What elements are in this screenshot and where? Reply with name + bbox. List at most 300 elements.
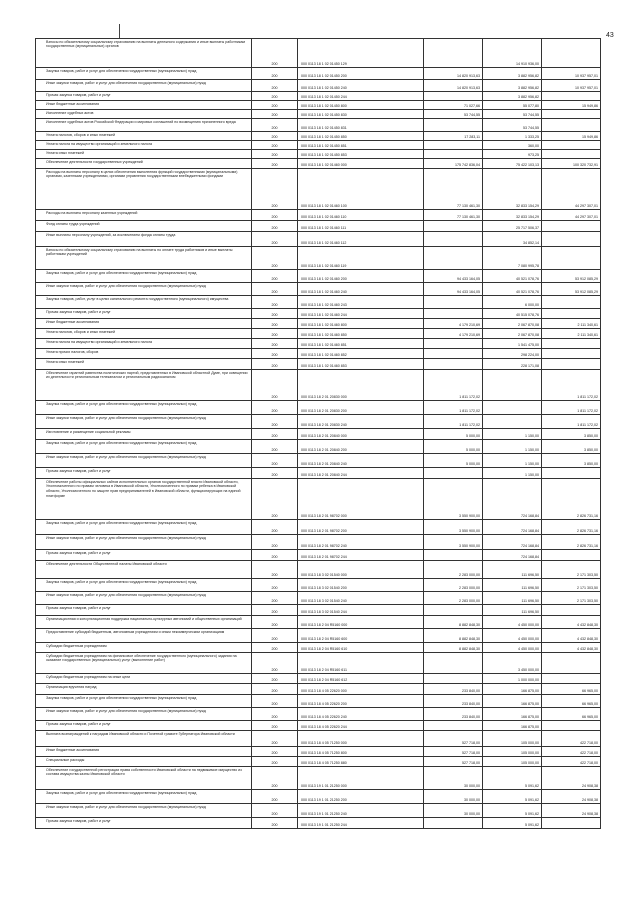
row-class: 000 0113 18 1 02 01460 000 xyxy=(298,159,424,168)
table-row xyxy=(35,338,601,348)
approved-amount: 8 882 848,30 xyxy=(424,643,483,652)
unexecuted-amount: 10 937 957,01 xyxy=(542,80,601,91)
table-row xyxy=(35,817,601,829)
table-row xyxy=(35,652,601,673)
row-class: 000 0113 18 2 01 98702 000 xyxy=(298,479,424,519)
table-row xyxy=(35,642,601,652)
row-name: Исполнение судебных актов Российской Федерации и мировых соглашений по возмещению причиненного вреда xyxy=(36,119,252,131)
executed-amount: 973,25 xyxy=(483,150,542,158)
unexecuted-amount: 4 432 848,30 xyxy=(542,616,601,628)
row-code: 200 xyxy=(252,92,298,100)
unexecuted-amount: 66 965,00 xyxy=(542,695,601,707)
row-name: Субсидии бюджетным учреждениям на иные цели xyxy=(36,674,252,683)
row-class: 000 0113 18 1 02 01460 119 xyxy=(298,247,424,269)
executed-amount: 360,00 xyxy=(483,141,542,149)
unexecuted-amount xyxy=(542,818,601,828)
row-name: Организация вручения наград xyxy=(36,684,252,694)
executed-amount: 55 077,80 xyxy=(483,101,542,109)
budget-execution-table xyxy=(35,38,601,829)
row-name: Субсидии бюджетным учреждениям на финансовое обеспечение государственного (муниципального) задания на оказание государственных (муниципальных) услуг (выполнение работ) xyxy=(36,653,252,673)
row-code: 200 xyxy=(252,550,298,560)
unexecuted-amount: 2 826 731,16 xyxy=(542,479,601,519)
table-row xyxy=(35,694,601,707)
row-code: 200 xyxy=(252,592,298,604)
row-code: 200 xyxy=(252,561,298,578)
executed-amount: 32 833 154,29 xyxy=(483,169,542,209)
executed-amount: 1 150,00 xyxy=(483,454,542,467)
row-code: 200 xyxy=(252,479,298,519)
row-code: 200 xyxy=(252,141,298,149)
table-row xyxy=(35,414,601,428)
row-name: Субсидии бюджетным учреждениям xyxy=(36,643,252,652)
unexecuted-amount xyxy=(542,653,601,673)
row-class: 000 0113 18 1 02 01460 100 xyxy=(298,169,424,209)
unexecuted-amount: 24 908,38 xyxy=(542,790,601,803)
approved-amount: 94 433 164,05 xyxy=(424,270,483,282)
unexecuted-amount: 2 111 340,61 xyxy=(542,319,601,328)
row-code: 200 xyxy=(252,653,298,673)
row-code: 200 xyxy=(252,616,298,628)
executed-amount: 53 744,55 xyxy=(483,119,542,131)
row-class: 000 0113 18 4 05 22620 240 xyxy=(298,708,424,720)
table-row xyxy=(35,328,601,338)
row-class: 000 0113 18 2 01 20830 200 xyxy=(298,401,424,414)
row-class: 000 0113 18 3 02 01540 200 xyxy=(298,579,424,591)
row-code: 200 xyxy=(252,159,298,168)
approved-amount xyxy=(424,339,483,348)
executed-amount: 105 000,00 xyxy=(483,747,542,756)
table-row xyxy=(35,453,601,467)
table-row xyxy=(35,428,601,439)
table-row xyxy=(35,140,601,149)
unexecuted-amount: 24 908,38 xyxy=(542,804,601,817)
unexecuted-amount: 1 811 172,02 xyxy=(542,370,601,400)
unexecuted-amount xyxy=(542,721,601,730)
row-code: 200 xyxy=(252,804,298,817)
unexecuted-amount: 3 850,00 xyxy=(542,440,601,453)
approved-amount xyxy=(424,232,483,246)
approved-amount: 1 811 172,02 xyxy=(424,415,483,428)
executed-amount: 1 150,00 xyxy=(483,440,542,453)
approved-amount: 5 000,00 xyxy=(424,454,483,467)
row-class: 000 0113 19 1 01 21250 000 xyxy=(298,767,424,789)
unexecuted-amount xyxy=(542,339,601,348)
executed-amount: 1 150,00 xyxy=(483,429,542,439)
row-code: 200 xyxy=(252,119,298,131)
approved-amount: 2 283 000,00 xyxy=(424,561,483,578)
row-class: 000 0113 18 2 04 R5160 611 xyxy=(298,653,424,673)
row-name: Закупка товаров, работ и услуг для обеспечения государственных (муниципальных) нужд xyxy=(36,270,252,282)
table-row xyxy=(35,720,601,730)
executed-amount: 75 422 103,13 xyxy=(483,159,542,168)
row-code: 200 xyxy=(252,747,298,756)
approved-amount: 30 000,00 xyxy=(424,767,483,789)
executed-amount: 4 450 000,00 xyxy=(483,616,542,628)
table-row xyxy=(35,549,601,560)
row-class: 000 0113 18 1 02 01460 800 xyxy=(298,319,424,328)
row-class: 000 0113 18 1 02 01450 851 xyxy=(298,141,424,149)
row-name: Иные закупки товаров, работ и услуг для обеспечения государственных (муниципальных) нужд xyxy=(36,535,252,549)
unexecuted-amount xyxy=(542,349,601,358)
executed-amount: 3 450 000,00 xyxy=(483,653,542,673)
row-code: 200 xyxy=(252,415,298,428)
unexecuted-amount: 2 171 303,50 xyxy=(542,592,601,604)
unexecuted-amount: 1 811 172,02 xyxy=(542,401,601,414)
row-class: 000 0113 18 1 02 01460 200 xyxy=(298,270,424,282)
row-class: 000 0113 18 1 02 01460 853 xyxy=(298,359,424,369)
table-row xyxy=(35,91,601,100)
row-name: Прочая закупка товаров, работ и услуг xyxy=(36,605,252,615)
approved-amount: 17 283,11 xyxy=(424,132,483,140)
unexecuted-amount: 3 850,00 xyxy=(542,454,601,467)
row-class: 000 0113 18 2 01 20830 000 xyxy=(298,370,424,400)
table-row xyxy=(35,308,601,318)
table-row xyxy=(35,295,601,308)
row-code: 200 xyxy=(252,684,298,694)
approved-amount: 3 550 900,00 xyxy=(424,535,483,549)
row-code: 200 xyxy=(252,440,298,453)
row-code: 200 xyxy=(252,359,298,369)
table-row xyxy=(35,220,601,231)
approved-amount: 3 550 900,00 xyxy=(424,479,483,519)
unexecuted-amount: 3 850,00 xyxy=(542,429,601,439)
approved-amount: 2 283 000,00 xyxy=(424,592,483,604)
row-code: 200 xyxy=(252,210,298,220)
unexecuted-amount xyxy=(542,221,601,231)
row-class: 000 0113 18 1 02 01460 851 xyxy=(298,339,424,348)
row-class: 000 0113 18 3 02 01540 244 xyxy=(298,605,424,615)
row-class: 000 0113 18 2 01 20830 240 xyxy=(298,415,424,428)
unexecuted-amount xyxy=(542,110,601,118)
row-class: 000 0113 18 2 01 20840 000 xyxy=(298,429,424,439)
row-code: 200 xyxy=(252,767,298,789)
unexecuted-amount: 66 965,00 xyxy=(542,684,601,694)
table-row xyxy=(35,118,601,131)
row-class: 000 0113 18 4 05 71250 880 xyxy=(298,757,424,766)
row-code: 200 xyxy=(252,283,298,295)
executed-amount: 5 091,62 xyxy=(483,767,542,789)
row-class: 000 0113 18 1 02 01460 111 xyxy=(298,221,424,231)
row-name: Уплата прочих налогов, сборов xyxy=(36,349,252,358)
executed-amount: 166 875,00 xyxy=(483,721,542,730)
executed-amount: 5 091,62 xyxy=(483,804,542,817)
row-code: 200 xyxy=(252,454,298,467)
row-class: 000 0113 19 1 01 21250 244 xyxy=(298,818,424,828)
table-row xyxy=(35,707,601,720)
table-row xyxy=(35,683,601,694)
row-name: Уплата налогов, сборов и иных платежей xyxy=(36,329,252,338)
table-row xyxy=(35,38,601,67)
approved-amount: 3 550 900,00 xyxy=(424,520,483,534)
row-class: 000 0113 18 2 04 R5160 000 xyxy=(298,616,424,628)
table-row xyxy=(35,560,601,578)
row-name: Уплата налога на имущество организаций и земельного налога xyxy=(36,339,252,348)
row-class: 000 0113 18 1 02 01460 850 xyxy=(298,329,424,338)
row-name: Закупка товаров, работ и услуг для обеспечения государственных (муниципальных) нужд xyxy=(36,695,252,707)
row-name: Уплата налогов, сборов и иных платежей xyxy=(36,132,252,140)
unexecuted-amount: 15 949,86 xyxy=(542,101,601,109)
approved-amount: 527 718,00 xyxy=(424,747,483,756)
row-class: 000 0113 18 1 02 01460 852 xyxy=(298,349,424,358)
approved-amount xyxy=(424,119,483,131)
row-name: Специальные расходы xyxy=(36,757,252,766)
row-name: Закупка товаров, работ и услуг для обеспечения государственных (муниципальных) нужд xyxy=(36,520,252,534)
row-name: Прочая закупка товаров, работ и услуг xyxy=(36,550,252,560)
executed-amount: 724 168,84 xyxy=(483,520,542,534)
approved-amount: 527 718,00 xyxy=(424,757,483,766)
executed-amount: 40 515 078,76 xyxy=(483,309,542,318)
margin-tick-mark xyxy=(119,24,120,38)
row-name: Организационная и консультационная поддержка национально-культурных автономий и общественных организаций xyxy=(36,616,252,628)
approved-amount: 53 744,55 xyxy=(424,110,483,118)
row-class: 000 0113 18 2 04 R5160 610 xyxy=(298,643,424,652)
executed-amount: 105 000,00 xyxy=(483,757,542,766)
table-row xyxy=(35,79,601,91)
table-row xyxy=(35,269,601,282)
executed-amount: 53 744,55 xyxy=(483,110,542,118)
row-code: 200 xyxy=(252,339,298,348)
unexecuted-amount xyxy=(542,39,601,67)
table-row xyxy=(35,246,601,269)
row-code: 200 xyxy=(252,468,298,478)
executed-amount: 105 000,00 xyxy=(483,731,542,746)
approved-amount xyxy=(424,141,483,149)
row-name: Обеспечение гарантий равенства политических партий, представленных в Ивановской областной Думе, при освещении их деятельности региональным телеканалом и региональным радиоканалом xyxy=(36,370,252,400)
unexecuted-amount xyxy=(542,92,601,100)
approved-amount xyxy=(424,39,483,67)
row-class: 000 0113 18 1 02 01450 853 xyxy=(298,150,424,158)
row-code: 200 xyxy=(252,731,298,746)
approved-amount: 14 820 913,63 xyxy=(424,80,483,91)
row-name: Иные бюджетные ассигнования xyxy=(36,747,252,756)
unexecuted-amount: 2 826 731,16 xyxy=(542,520,601,534)
executed-amount: 3 882 956,82 xyxy=(483,68,542,79)
executed-amount: 32 833 154,29 xyxy=(483,210,542,220)
unexecuted-amount: 2 171 303,50 xyxy=(542,579,601,591)
table-row xyxy=(35,467,601,478)
table-row xyxy=(35,109,601,118)
executed-amount: 3 882 956,82 xyxy=(483,92,542,100)
approved-amount xyxy=(424,221,483,231)
row-name: Фонд оплаты труда учреждений xyxy=(36,221,252,231)
table-row xyxy=(35,348,601,358)
approved-amount: 77 130 461,30 xyxy=(424,169,483,209)
approved-amount xyxy=(424,653,483,673)
row-name: Иные закупки товаров, работ и услуг для обеспечения государственных (муниципальных) нужд xyxy=(36,804,252,817)
approved-amount xyxy=(424,296,483,308)
unexecuted-amount xyxy=(542,232,601,246)
unexecuted-amount xyxy=(542,150,601,158)
row-name: Закупка товаров, работ, услуг в целях капитального ремонта государственного (муниципального) имущества xyxy=(36,296,252,308)
executed-amount: 5 091,62 xyxy=(483,818,542,828)
approved-amount xyxy=(424,247,483,269)
row-code: 200 xyxy=(252,579,298,591)
unexecuted-amount: 44 297 307,01 xyxy=(542,169,601,209)
row-class: 000 0113 18 1 02 01460 243 xyxy=(298,296,424,308)
executed-amount: 2 067 870,08 xyxy=(483,319,542,328)
row-class: 000 0113 18 1 02 01450 129 xyxy=(298,39,424,67)
approved-amount: 77 130 461,30 xyxy=(424,210,483,220)
unexecuted-amount xyxy=(542,550,601,560)
unexecuted-amount: 422 718,00 xyxy=(542,757,601,766)
table-row xyxy=(35,803,601,817)
row-class: 000 0113 18 2 01 98702 240 xyxy=(298,535,424,549)
approved-amount: 233 840,00 xyxy=(424,695,483,707)
row-code: 200 xyxy=(252,708,298,720)
approved-amount xyxy=(424,818,483,828)
unexecuted-amount: 422 718,00 xyxy=(542,747,601,756)
approved-amount: 527 718,00 xyxy=(424,731,483,746)
row-class: 000 0113 18 1 02 01450 200 xyxy=(298,68,424,79)
row-code: 200 xyxy=(252,605,298,615)
executed-amount: 111 696,50 xyxy=(483,605,542,615)
approved-amount: 30 000,00 xyxy=(424,804,483,817)
row-name: Закупка товаров, работ и услуг для обеспечения государственных (муниципальных) нужд xyxy=(36,790,252,803)
table-row xyxy=(35,369,601,400)
row-code: 200 xyxy=(252,132,298,140)
row-name: Иные выплаты персоналу учреждений, за исключением фонда оплаты труда xyxy=(36,232,252,246)
executed-amount: 298 224,00 xyxy=(483,349,542,358)
table-row xyxy=(35,673,601,683)
table-row xyxy=(35,100,601,109)
executed-amount: 111 696,50 xyxy=(483,561,542,578)
unexecuted-amount: 4 432 848,30 xyxy=(542,643,601,652)
executed-amount: 7 080 995,78 xyxy=(483,247,542,269)
row-class: 000 0113 18 1 02 01450 831 xyxy=(298,119,424,131)
approved-amount: 94 433 164,05 xyxy=(424,283,483,295)
row-code: 200 xyxy=(252,520,298,534)
executed-amount: 166 875,00 xyxy=(483,695,542,707)
row-name: Иные закупки товаров, работ и услуг для обеспечения государственных (муниципальных) нужд xyxy=(36,454,252,467)
row-class: 000 0113 18 3 02 01540 000 xyxy=(298,561,424,578)
row-code: 200 xyxy=(252,370,298,400)
table-row xyxy=(35,168,601,209)
row-code: 200 xyxy=(252,349,298,358)
row-name: Закупка товаров, работ и услуг для обеспечения государственных (муниципальных) нужд xyxy=(36,440,252,453)
row-class: 000 0113 18 4 05 22620 244 xyxy=(298,721,424,730)
executed-amount: 34 852,14 xyxy=(483,232,542,246)
executed-amount: 111 696,50 xyxy=(483,579,542,591)
approved-amount xyxy=(424,674,483,683)
row-class: 000 0113 18 1 02 01450 800 xyxy=(298,101,424,109)
row-name: Расходы на выплаты персоналу в целях обеспечения выполнения функций государственными (муниципальными) органами, казенными учреждениями, органами управления государственными внебюджетными фондами xyxy=(36,169,252,209)
row-code: 200 xyxy=(252,535,298,549)
table-row xyxy=(35,628,601,642)
row-code: 200 xyxy=(252,247,298,269)
executed-amount: 6 000,00 xyxy=(483,296,542,308)
approved-amount xyxy=(424,309,483,318)
row-code: 200 xyxy=(252,68,298,79)
row-name: Взносы по обязательному социальному страхованию на выплаты по оплате труда работников и иные выплаты работникам учреждений xyxy=(36,247,252,269)
row-code: 200 xyxy=(252,401,298,414)
row-name: Исполнение судебных актов xyxy=(36,110,252,118)
executed-amount: 40 521 078,76 xyxy=(483,283,542,295)
unexecuted-amount xyxy=(542,119,601,131)
unexecuted-amount: 2 111 340,61 xyxy=(542,329,601,338)
row-class: 000 0113 18 4 05 22620 000 xyxy=(298,684,424,694)
row-name: Иные закупки товаров, работ и услуг для обеспечения государственных (муниципальных) нужд xyxy=(36,708,252,720)
row-code: 200 xyxy=(252,221,298,231)
approved-amount: 30 000,00 xyxy=(424,790,483,803)
row-class: 000 0113 18 2 01 20840 244 xyxy=(298,468,424,478)
row-class: 000 0113 18 1 02 01450 240 xyxy=(298,80,424,91)
row-class: 000 0113 18 1 02 01460 112 xyxy=(298,232,424,246)
row-code: 200 xyxy=(252,643,298,652)
unexecuted-amount xyxy=(542,605,601,615)
executed-amount: 166 875,00 xyxy=(483,708,542,720)
approved-amount: 71 027,66 xyxy=(424,101,483,109)
approved-amount: 5 000,00 xyxy=(424,440,483,453)
approved-amount: 4 179 210,69 xyxy=(424,319,483,328)
row-name: Изготовление и размещение социальной рекламы xyxy=(36,429,252,439)
row-code: 200 xyxy=(252,270,298,282)
executed-amount: 3 882 956,82 xyxy=(483,80,542,91)
unexecuted-amount: 422 718,00 xyxy=(542,731,601,746)
row-name: Предоставление субсидий бюджетным, автономным учреждениям и иным некоммерческим организациям xyxy=(36,629,252,642)
table-row xyxy=(35,318,601,328)
row-name: Иные бюджетные ассигнования xyxy=(36,101,252,109)
unexecuted-amount: 2 826 731,16 xyxy=(542,535,601,549)
approved-amount xyxy=(424,721,483,730)
unexecuted-amount: 15 949,86 xyxy=(542,132,601,140)
row-name: Прочая закупка товаров, работ и услуг xyxy=(36,92,252,100)
row-class: 000 0113 18 4 05 22620 200 xyxy=(298,695,424,707)
row-class: 000 0113 18 2 01 20840 240 xyxy=(298,454,424,467)
row-code: 200 xyxy=(252,309,298,318)
row-class: 000 0113 18 4 05 71250 800 xyxy=(298,747,424,756)
row-class: 000 0113 18 1 02 01460 110 xyxy=(298,210,424,220)
row-code: 200 xyxy=(252,319,298,328)
approved-amount: 14 820 913,63 xyxy=(424,68,483,79)
table-row xyxy=(35,158,601,168)
unexecuted-amount: 10 937 957,01 xyxy=(542,68,601,79)
executed-amount: 1 541 475,00 xyxy=(483,339,542,348)
row-class: 000 0113 18 1 02 01460 240 xyxy=(298,283,424,295)
executed-amount: 228 171,08 xyxy=(483,359,542,369)
row-code: 200 xyxy=(252,80,298,91)
row-name: Прочая закупка товаров, работ и услуг xyxy=(36,721,252,730)
row-name: Взносы по обязательному социальному страхованию на выплаты денежного содержания и иные выплаты работникам государственных (муниципальных) органов xyxy=(36,39,252,67)
row-code: 200 xyxy=(252,721,298,730)
executed-amount: 166 875,00 xyxy=(483,684,542,694)
row-name: Уплата налога на имущество организаций и земельного налога xyxy=(36,141,252,149)
executed-amount xyxy=(483,370,542,400)
row-class: 000 0113 18 2 04 R5160 600 xyxy=(298,629,424,642)
approved-amount: 8 882 848,30 xyxy=(424,616,483,628)
executed-amount: 4 450 000,00 xyxy=(483,643,542,652)
executed-amount: 14 910 936,00 xyxy=(483,39,542,67)
table-row xyxy=(35,131,601,140)
unexecuted-amount: 53 912 085,29 xyxy=(542,270,601,282)
row-name: Иные закупки товаров, работ и услуг для обеспечения государственных (муниципальных) нужд xyxy=(36,592,252,604)
row-class: 000 0113 18 2 01 20840 200 xyxy=(298,440,424,453)
table-row xyxy=(35,231,601,246)
executed-amount: 4 450 000,00 xyxy=(483,629,542,642)
approved-amount xyxy=(424,605,483,615)
row-name: Закупка товаров, работ и услуг для обеспечения государственных (муниципальных) нужд xyxy=(36,579,252,591)
table-row xyxy=(35,439,601,453)
row-name: Уплата иных платежей xyxy=(36,359,252,369)
unexecuted-amount: 44 297 307,01 xyxy=(542,210,601,220)
table-row xyxy=(35,578,601,591)
executed-amount: 1 333,25 xyxy=(483,132,542,140)
table-row xyxy=(35,149,601,158)
row-class: 000 0113 18 1 02 01450 244 xyxy=(298,92,424,100)
row-class: 000 0113 18 2 01 98702 200 xyxy=(298,520,424,534)
row-name: Закупка товаров, работ и услуг для обеспечения государственных (муниципальных) нужд xyxy=(36,401,252,414)
row-name: Расходы на выплаты персоналу казенных учреждений xyxy=(36,210,252,220)
table-row xyxy=(35,730,601,746)
